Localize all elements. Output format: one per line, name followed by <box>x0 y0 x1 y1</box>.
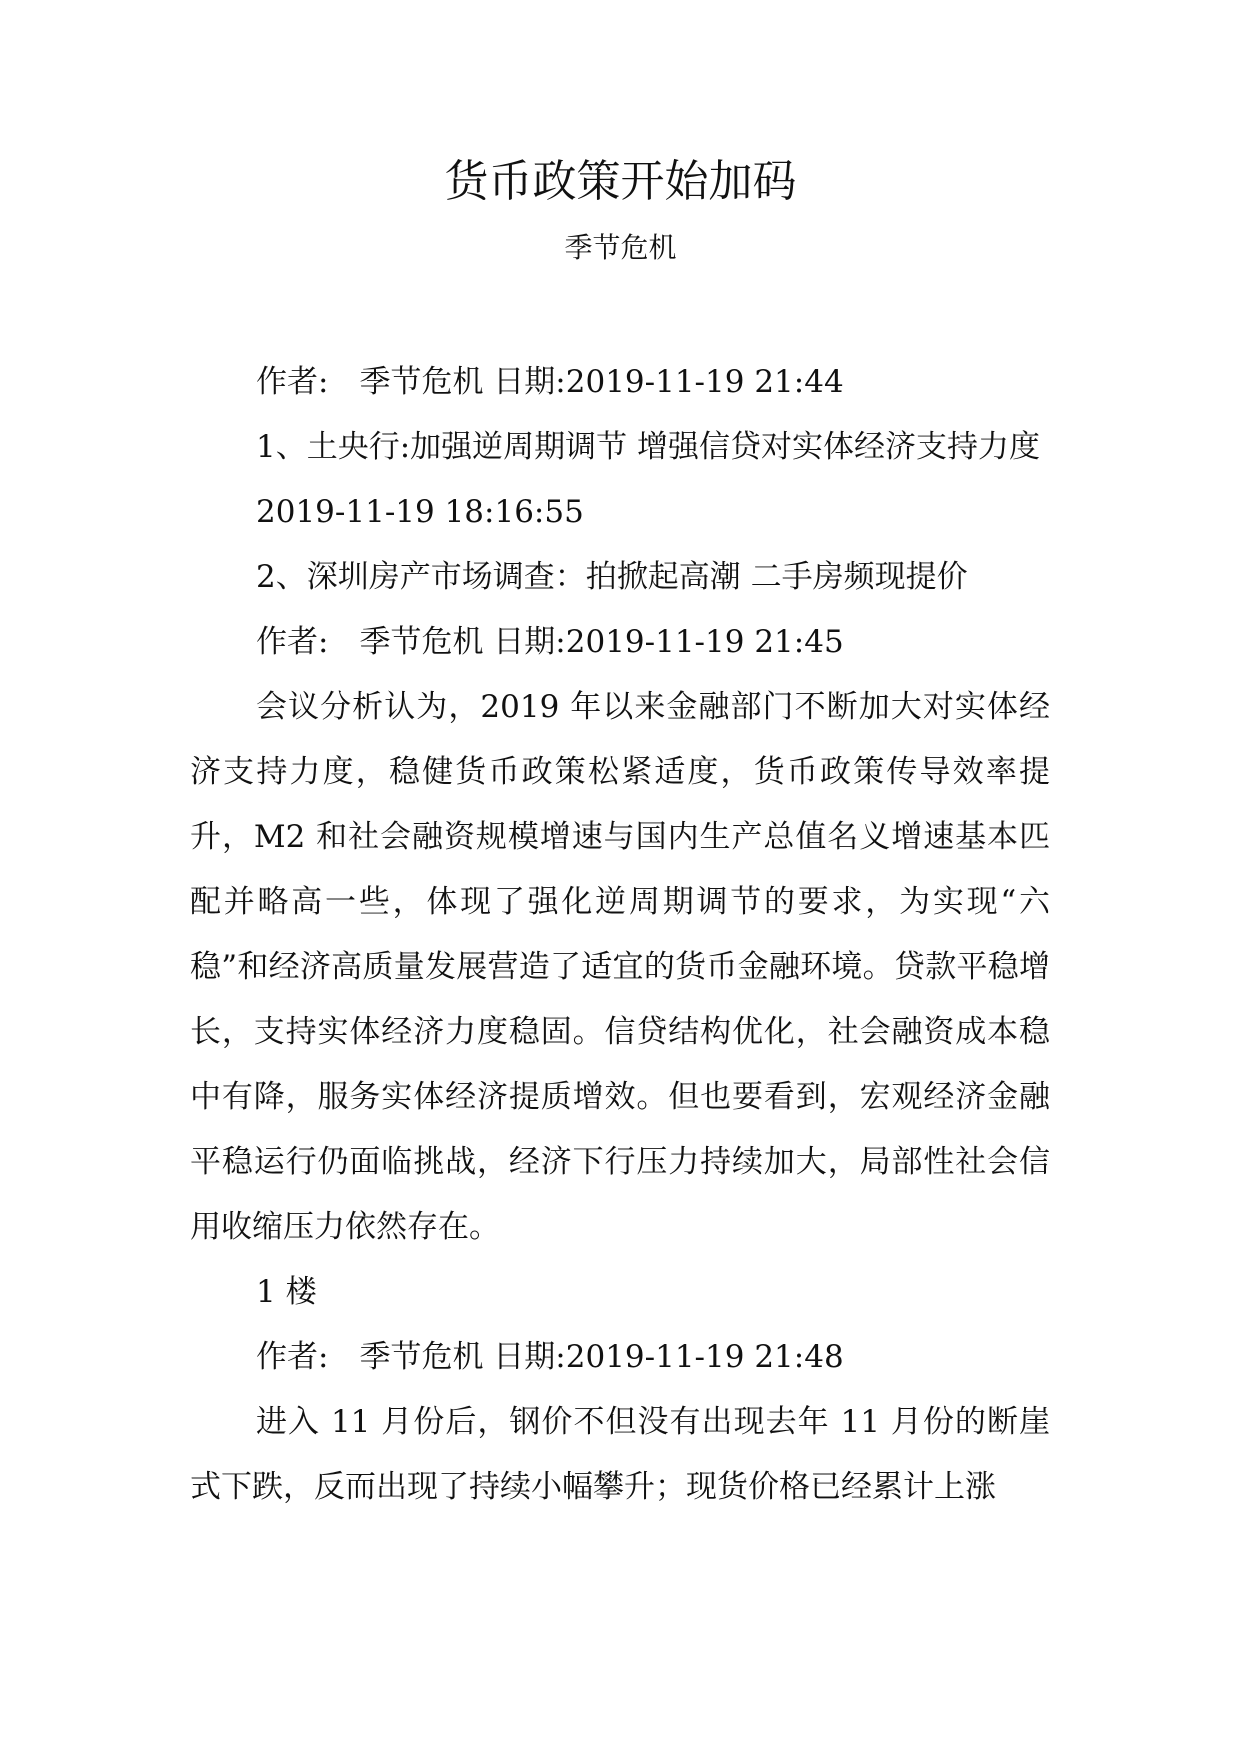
document-title: 货币政策开始加码 <box>444 156 797 207</box>
news-item-1: 1、土央行:加强逆周期调节 增强信贷对实体经济支持力度 <box>256 429 1041 465</box>
document-body <box>190 350 1050 1520</box>
author-date-line: 作者: 季节危机 日期:2019-11-19 21:48 <box>256 1339 844 1375</box>
floor-label: 1 楼 <box>256 1274 317 1310</box>
document-subtitle: 季节危机 <box>564 231 677 264</box>
timestamp-line: 2019-11-19 18:16:55 <box>256 494 584 530</box>
author-date-line: 作者: 季节危机 日期:2019-11-19 21:45 <box>256 624 844 660</box>
body-paragraph: 会议分析认为，2019 年以来金融部门不断加大对实体经济支持力度，稳健货币政策松紧适度，货币政策传导效率提升，M2 和社会融资规模增速与国内生产总值名义增速基本匹配并略高一些，体现了强化逆周期调节的要求，为实现“六稳”和经济高质量发展营造了适宜的货币金融环境。贷款平稳增长，支持实体经济力度稳固。信贷结构优化，社会融资成本稳中有降，服务实体经济提质增效。但也要看到，宏观经济金融平稳运行仍面临挑战，经济下行压力持续加大，局部性社会信用收缩压力依然存在。 <box>190 689 1050 1245</box>
news-item-2: 2、深圳房产市场调查：拍掀起高潮 二手房频现提价 <box>256 559 968 595</box>
author-date-line: 作者: 季节危机 日期:2019-11-19 21:44 <box>256 364 844 400</box>
body-paragraph: 进入 11 月份后，钢价不但没有出现去年 11 月份的断崖式下跌，反而出现了持续小幅攀升；现货价格已经累计上涨 <box>190 1404 1050 1505</box>
